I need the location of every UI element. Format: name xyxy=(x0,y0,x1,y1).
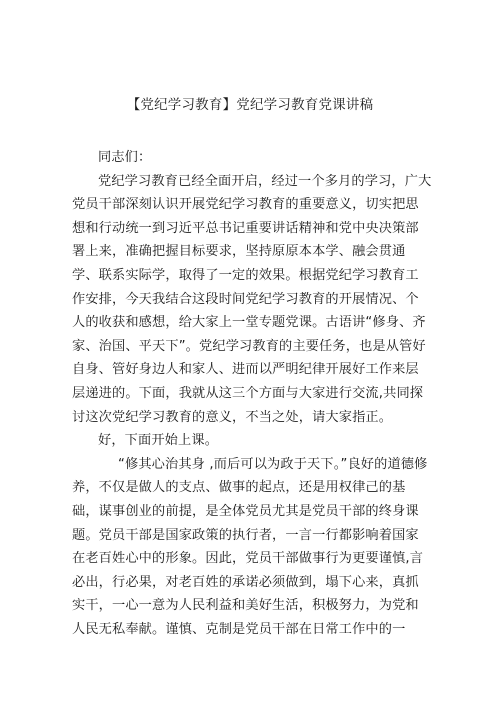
paragraph-3: “修其心治其身 ,而后可以为政于天下。”良好的道德修养，不仅是做人的支点、做事的起点，还是用权律己的基础，谋事创业的前提，是全体党员尤其是党员干部的终身课题。党员干部是国家政策的执行者，一言一行都影响着国家在老百姓心中的形象。因此，党员干部做事行为更要谨慎,言必出，行必果，对老百姓的承诺必须做到，塌下心来，真抓实干，一心一意为人民利益和美好生活，积极努力，为党和人民无私奉献。谨慎、克制是党员干部在日常工作中的一 xyxy=(72,456,428,637)
document-title: 【党纪学习教育】党纪学习教育党课讲稿 xyxy=(126,97,374,113)
paragraph-2: 好，下面开始上课。 xyxy=(98,433,219,449)
salutation: 同志们： xyxy=(98,150,152,165)
document-body xyxy=(72,146,432,641)
paragraph-1: 党纪学习教育已经全面开启，经过一个多月的学习，广大党员干部深刻认识开展党纪学习教育的重要意义，切实把思想和行动统一到习近平总书记重要讲话精神和党中央决策部署上来，准确把握目标要求，坚持原原本本学、融会贯通学、联系实际学，取得了一定的效果。根据党纪学习教育工作安排，今天我结合这段时间党纪学习教育的开展情况、个人的收获和感想，给大家上一堂专题党课。古语讲“修身、齐家、治国、平天下”。党纪学习教育的主要任务，也是从管好自身、管好身边人和家人、进而以严明纪律开展好工作来层层递进的。下面，我就从这三个方面与大家进行交流,共同探讨这次党纪学习教育的意义，不当之处，请大家指正。 xyxy=(72,173,432,425)
